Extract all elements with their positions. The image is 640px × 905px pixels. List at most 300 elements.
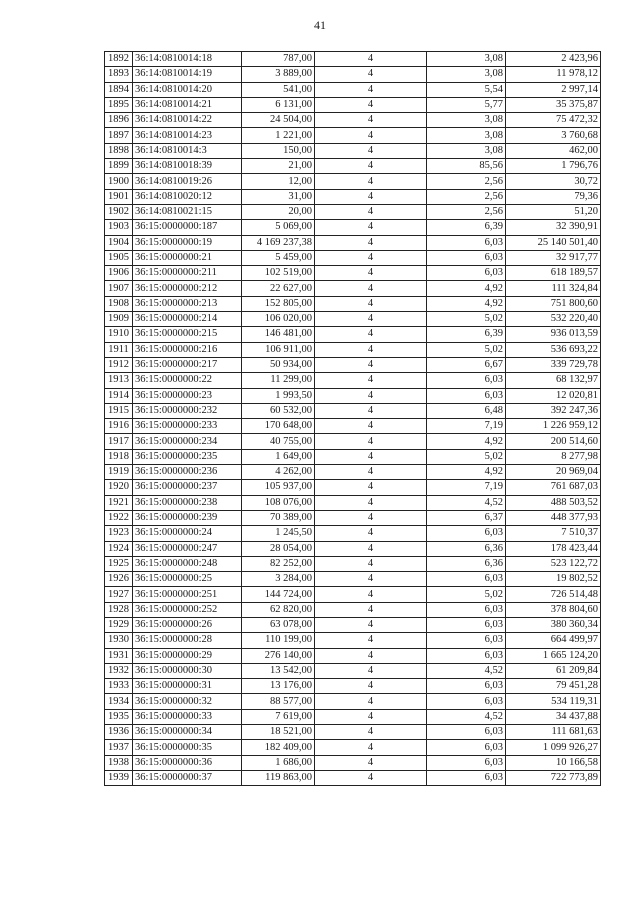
rate-value: 7,19: [427, 419, 506, 434]
tax-value: 75 472,32: [506, 113, 601, 128]
rate-value: 6,67: [427, 357, 506, 372]
cadastral-number: 36:15:0000000:21: [133, 250, 242, 265]
rate-value: 6,03: [427, 679, 506, 694]
category-value: 4: [315, 52, 427, 67]
row-number: 1894: [105, 82, 133, 97]
rate-value: 6,37: [427, 510, 506, 525]
rate-value: 6,03: [427, 770, 506, 785]
rate-value: 2,56: [427, 189, 506, 204]
row-number: 1898: [105, 143, 133, 158]
area-value: 60 532,00: [242, 403, 315, 418]
rate-value: 6,03: [427, 617, 506, 632]
cadastral-number: 36:15:0000000:37: [133, 770, 242, 785]
tax-value: 523 122,72: [506, 556, 601, 571]
tax-value: 68 132,97: [506, 373, 601, 388]
row-number: 1918: [105, 449, 133, 464]
category-value: 4: [315, 143, 427, 158]
tax-value: 462,00: [506, 143, 601, 158]
category-value: 4: [315, 281, 427, 296]
category-value: 4: [315, 250, 427, 265]
table-row: [105, 220, 601, 235]
area-value: 82 252,00: [242, 556, 315, 571]
tax-value: 488 503,52: [506, 495, 601, 510]
row-number: 1900: [105, 174, 133, 189]
table-row: [105, 235, 601, 250]
table-row: [105, 67, 601, 82]
table-row: [105, 388, 601, 403]
table-row: [105, 174, 601, 189]
category-value: 4: [315, 327, 427, 342]
table-row: [105, 159, 601, 174]
tax-value: 7 510,37: [506, 526, 601, 541]
cadastral-number: 36:15:0000000:232: [133, 403, 242, 418]
cadastral-number: 36:15:0000000:26: [133, 617, 242, 632]
rate-value: 6,03: [427, 648, 506, 663]
area-value: 4 262,00: [242, 465, 315, 480]
area-value: 63 078,00: [242, 617, 315, 632]
cadastral-number: 36:15:0000000:212: [133, 281, 242, 296]
cadastral-number: 36:15:0000000:28: [133, 633, 242, 648]
cadastral-number: 36:15:0000000:25: [133, 572, 242, 587]
table-row: [105, 250, 601, 265]
area-value: 1 686,00: [242, 755, 315, 770]
tax-value: 19 802,52: [506, 572, 601, 587]
table-row: [105, 495, 601, 510]
table-row: [105, 97, 601, 112]
rate-value: 4,52: [427, 709, 506, 724]
row-number: 1930: [105, 633, 133, 648]
category-value: 4: [315, 403, 427, 418]
area-value: 105 937,00: [242, 480, 315, 495]
table-row: [105, 694, 601, 709]
tax-value: 761 687,03: [506, 480, 601, 495]
tax-value: 111 681,63: [506, 725, 601, 740]
category-value: 4: [315, 189, 427, 204]
rate-value: 6,36: [427, 556, 506, 571]
category-value: 4: [315, 82, 427, 97]
category-value: 4: [315, 266, 427, 281]
cadastral-number: 36:14:0810021:15: [133, 204, 242, 219]
rate-value: 7,19: [427, 480, 506, 495]
cadastral-number: 36:15:0000000:36: [133, 755, 242, 770]
tax-value: 200 514,60: [506, 434, 601, 449]
area-value: 1 245,50: [242, 526, 315, 541]
cadastral-number: 36:15:0000000:235: [133, 449, 242, 464]
row-number: 1909: [105, 312, 133, 327]
tax-value: 11 978,12: [506, 67, 601, 82]
cadastral-number: 36:14:0810019:26: [133, 174, 242, 189]
row-number: 1916: [105, 419, 133, 434]
rate-value: 3,08: [427, 67, 506, 82]
category-value: 4: [315, 296, 427, 311]
row-number: 1911: [105, 342, 133, 357]
data-table: [104, 51, 601, 786]
row-number: 1920: [105, 480, 133, 495]
row-number: 1906: [105, 266, 133, 281]
tax-value: 79,36: [506, 189, 601, 204]
table-row: [105, 648, 601, 663]
tax-value: 2 997,14: [506, 82, 601, 97]
rate-value: 6,03: [427, 250, 506, 265]
cadastral-number: 36:15:0000000:23: [133, 388, 242, 403]
cadastral-number: 36:14:0810020:12: [133, 189, 242, 204]
row-number: 1938: [105, 755, 133, 770]
category-value: 4: [315, 174, 427, 189]
row-number: 1932: [105, 663, 133, 678]
rate-value: 6,03: [427, 235, 506, 250]
area-value: 40 755,00: [242, 434, 315, 449]
category-value: 4: [315, 679, 427, 694]
rate-value: 4,92: [427, 465, 506, 480]
table-row: [105, 189, 601, 204]
row-number: 1895: [105, 97, 133, 112]
table-row: [105, 419, 601, 434]
area-value: 1 221,00: [242, 128, 315, 143]
category-value: 4: [315, 204, 427, 219]
cadastral-number: 36:14:0810014:18: [133, 52, 242, 67]
cadastral-number: 36:15:0000000:211: [133, 266, 242, 281]
table-row: [105, 510, 601, 525]
cadastral-number: 36:14:0810014:23: [133, 128, 242, 143]
cadastral-number: 36:15:0000000:33: [133, 709, 242, 724]
rate-value: 6,03: [427, 755, 506, 770]
cadastral-number: 36:15:0000000:236: [133, 465, 242, 480]
rate-value: 6,03: [427, 526, 506, 541]
row-number: 1933: [105, 679, 133, 694]
area-value: 110 199,00: [242, 633, 315, 648]
table-row: [105, 556, 601, 571]
table-row: [105, 755, 601, 770]
tax-value: 534 119,31: [506, 694, 601, 709]
cadastral-number: 36:15:0000000:215: [133, 327, 242, 342]
tax-value: 726 514,48: [506, 587, 601, 602]
cadastral-number: 36:15:0000000:238: [133, 495, 242, 510]
area-value: 106 020,00: [242, 312, 315, 327]
tax-value: 32 390,91: [506, 220, 601, 235]
rate-value: 6,03: [427, 694, 506, 709]
area-value: 106 911,00: [242, 342, 315, 357]
cadastral-number: 36:14:0810014:20: [133, 82, 242, 97]
category-value: 4: [315, 235, 427, 250]
tax-value: 664 499,97: [506, 633, 601, 648]
rate-value: 5,02: [427, 449, 506, 464]
rate-value: 6,03: [427, 388, 506, 403]
cadastral-number: 36:15:0000000:187: [133, 220, 242, 235]
table-row: [105, 204, 601, 219]
row-number: 1937: [105, 740, 133, 755]
area-value: 108 076,00: [242, 495, 315, 510]
row-number: 1931: [105, 648, 133, 663]
cadastral-number: 36:14:0810014:22: [133, 113, 242, 128]
area-value: 5 069,00: [242, 220, 315, 235]
row-number: 1922: [105, 510, 133, 525]
tax-value: 25 140 501,40: [506, 235, 601, 250]
area-value: 18 521,00: [242, 725, 315, 740]
table-row: [105, 465, 601, 480]
area-value: 4 169 237,38: [242, 235, 315, 250]
table-row: [105, 740, 601, 755]
tax-value: 1 226 959,12: [506, 419, 601, 434]
area-value: 150,00: [242, 143, 315, 158]
table-row: [105, 327, 601, 342]
area-value: 102 519,00: [242, 266, 315, 281]
cadastral-number: 36:14:0810018:39: [133, 159, 242, 174]
tax-value: 751 800,60: [506, 296, 601, 311]
tax-value: 448 377,93: [506, 510, 601, 525]
row-number: 1905: [105, 250, 133, 265]
area-value: 70 389,00: [242, 510, 315, 525]
area-value: 31,00: [242, 189, 315, 204]
area-value: 3 284,00: [242, 572, 315, 587]
cadastral-number: 36:15:0000000:217: [133, 357, 242, 372]
row-number: 1924: [105, 541, 133, 556]
category-value: 4: [315, 113, 427, 128]
area-value: 20,00: [242, 204, 315, 219]
row-number: 1913: [105, 373, 133, 388]
area-value: 144 724,00: [242, 587, 315, 602]
table-row: [105, 449, 601, 464]
rate-value: 4,92: [427, 434, 506, 449]
table-row: [105, 526, 601, 541]
cadastral-number: 36:15:0000000:252: [133, 602, 242, 617]
table-row: [105, 480, 601, 495]
area-value: 12,00: [242, 174, 315, 189]
category-value: 4: [315, 510, 427, 525]
rate-value: 6,03: [427, 373, 506, 388]
table-row: [105, 725, 601, 740]
category-value: 4: [315, 725, 427, 740]
row-number: 1893: [105, 67, 133, 82]
area-value: 50 934,00: [242, 357, 315, 372]
tax-value: 8 277,98: [506, 449, 601, 464]
rate-value: 85,56: [427, 159, 506, 174]
category-value: 4: [315, 357, 427, 372]
tax-value: 378 804,60: [506, 602, 601, 617]
cadastral-number: 36:15:0000000:248: [133, 556, 242, 571]
row-number: 1927: [105, 587, 133, 602]
tax-value: 34 437,88: [506, 709, 601, 724]
category-value: 4: [315, 663, 427, 678]
table-row: [105, 281, 601, 296]
rate-value: 5,02: [427, 342, 506, 357]
category-value: 4: [315, 480, 427, 495]
rate-value: 2,56: [427, 204, 506, 219]
row-number: 1923: [105, 526, 133, 541]
tax-value: 32 917,77: [506, 250, 601, 265]
category-value: 4: [315, 419, 427, 434]
tax-value: 536 693,22: [506, 342, 601, 357]
rate-value: 6,03: [427, 725, 506, 740]
category-value: 4: [315, 434, 427, 449]
table-row: [105, 266, 601, 281]
area-value: 24 504,00: [242, 113, 315, 128]
table-row: [105, 312, 601, 327]
cadastral-number: 36:15:0000000:214: [133, 312, 242, 327]
rate-value: 4,92: [427, 296, 506, 311]
tax-value: 20 969,04: [506, 465, 601, 480]
row-number: 1929: [105, 617, 133, 632]
area-value: 13 176,00: [242, 679, 315, 694]
rate-value: 3,08: [427, 52, 506, 67]
category-value: 4: [315, 633, 427, 648]
category-value: 4: [315, 465, 427, 480]
category-value: 4: [315, 312, 427, 327]
category-value: 4: [315, 572, 427, 587]
category-value: 4: [315, 617, 427, 632]
area-value: 3 889,00: [242, 67, 315, 82]
rate-value: 3,08: [427, 128, 506, 143]
area-value: 21,00: [242, 159, 315, 174]
category-value: 4: [315, 602, 427, 617]
category-value: 4: [315, 740, 427, 755]
tax-value: 35 375,87: [506, 97, 601, 112]
area-value: 62 820,00: [242, 602, 315, 617]
row-number: 1897: [105, 128, 133, 143]
rate-value: 4,52: [427, 495, 506, 510]
category-value: 4: [315, 159, 427, 174]
row-number: 1896: [105, 113, 133, 128]
table-row: [105, 52, 601, 67]
row-number: 1915: [105, 403, 133, 418]
rate-value: 6,48: [427, 403, 506, 418]
area-value: 170 648,00: [242, 419, 315, 434]
category-value: 4: [315, 648, 427, 663]
table-row: [105, 679, 601, 694]
table-row: [105, 403, 601, 418]
row-number: 1936: [105, 725, 133, 740]
page-number: 41: [314, 18, 326, 32]
table-body: [105, 52, 601, 786]
table-row: [105, 342, 601, 357]
tax-value: 51,20: [506, 204, 601, 219]
cadastral-number: 36:15:0000000:34: [133, 725, 242, 740]
tax-value: 532 220,40: [506, 312, 601, 327]
area-value: 11 299,00: [242, 373, 315, 388]
tax-value: 380 360,34: [506, 617, 601, 632]
rate-value: 3,08: [427, 113, 506, 128]
rate-value: 5,54: [427, 82, 506, 97]
area-value: 1 649,00: [242, 449, 315, 464]
row-number: 1904: [105, 235, 133, 250]
category-value: 4: [315, 694, 427, 709]
table-row: [105, 82, 601, 97]
category-value: 4: [315, 587, 427, 602]
row-number: 1919: [105, 465, 133, 480]
cadastral-number: 36:15:0000000:233: [133, 419, 242, 434]
row-number: 1908: [105, 296, 133, 311]
category-value: 4: [315, 67, 427, 82]
area-value: 13 542,00: [242, 663, 315, 678]
tax-value: 392 247,36: [506, 403, 601, 418]
rate-value: 2,56: [427, 174, 506, 189]
cadastral-number: 36:15:0000000:31: [133, 679, 242, 694]
table-row: [105, 541, 601, 556]
table-row: [105, 617, 601, 632]
area-value: 28 054,00: [242, 541, 315, 556]
category-value: 4: [315, 449, 427, 464]
table-row: [105, 602, 601, 617]
cadastral-number: 36:15:0000000:216: [133, 342, 242, 357]
rate-value: 6,03: [427, 740, 506, 755]
cadastral-number: 36:15:0000000:22: [133, 373, 242, 388]
tax-value: 30,72: [506, 174, 601, 189]
tax-value: 111 324,84: [506, 281, 601, 296]
row-number: 1935: [105, 709, 133, 724]
area-value: 88 577,00: [242, 694, 315, 709]
cadastral-number: 36:15:0000000:237: [133, 480, 242, 495]
rate-value: 6,03: [427, 266, 506, 281]
cadastral-number: 36:15:0000000:234: [133, 434, 242, 449]
tax-value: 178 423,44: [506, 541, 601, 556]
category-value: 4: [315, 220, 427, 235]
area-value: 276 140,00: [242, 648, 315, 663]
rate-value: 4,92: [427, 281, 506, 296]
tax-value: 936 013,59: [506, 327, 601, 342]
category-value: 4: [315, 755, 427, 770]
table-row: [105, 296, 601, 311]
category-value: 4: [315, 526, 427, 541]
category-value: 4: [315, 373, 427, 388]
rate-value: 5,77: [427, 97, 506, 112]
tax-value: 12 020,81: [506, 388, 601, 403]
area-value: 22 627,00: [242, 281, 315, 296]
row-number: 1926: [105, 572, 133, 587]
table-row: [105, 587, 601, 602]
tax-value: 79 451,28: [506, 679, 601, 694]
cadastral-number: 36:14:0810014:19: [133, 67, 242, 82]
rate-value: 6,39: [427, 327, 506, 342]
cadastral-number: 36:15:0000000:30: [133, 663, 242, 678]
area-value: 6 131,00: [242, 97, 315, 112]
cadastral-number: 36:15:0000000:251: [133, 587, 242, 602]
rate-value: 6,03: [427, 602, 506, 617]
category-value: 4: [315, 97, 427, 112]
area-value: 5 459,00: [242, 250, 315, 265]
category-value: 4: [315, 495, 427, 510]
category-value: 4: [315, 541, 427, 556]
rate-value: 6,03: [427, 633, 506, 648]
tax-value: 1 099 926,27: [506, 740, 601, 755]
cadastral-number: 36:14:0810014:21: [133, 97, 242, 112]
table-row: [105, 143, 601, 158]
row-number: 1902: [105, 204, 133, 219]
rate-value: 6,36: [427, 541, 506, 556]
table-row: [105, 663, 601, 678]
table-row: [105, 434, 601, 449]
area-value: 541,00: [242, 82, 315, 97]
category-value: 4: [315, 556, 427, 571]
rate-value: 4,52: [427, 663, 506, 678]
area-value: 146 481,00: [242, 327, 315, 342]
row-number: 1921: [105, 495, 133, 510]
table-row: [105, 633, 601, 648]
tax-value: 339 729,78: [506, 357, 601, 372]
tax-value: 2 423,96: [506, 52, 601, 67]
area-value: 7 619,00: [242, 709, 315, 724]
row-number: 1939: [105, 770, 133, 785]
row-number: 1917: [105, 434, 133, 449]
cadastral-number: 36:15:0000000:19: [133, 235, 242, 250]
tax-value: 722 773,89: [506, 770, 601, 785]
table-row: [105, 709, 601, 724]
tax-value: 61 209,84: [506, 663, 601, 678]
cadastral-number: 36:15:0000000:32: [133, 694, 242, 709]
tax-value: 10 166,58: [506, 755, 601, 770]
tax-value: 1 796,76: [506, 159, 601, 174]
table-row: [105, 373, 601, 388]
table-row: [105, 770, 601, 785]
table-row: [105, 128, 601, 143]
